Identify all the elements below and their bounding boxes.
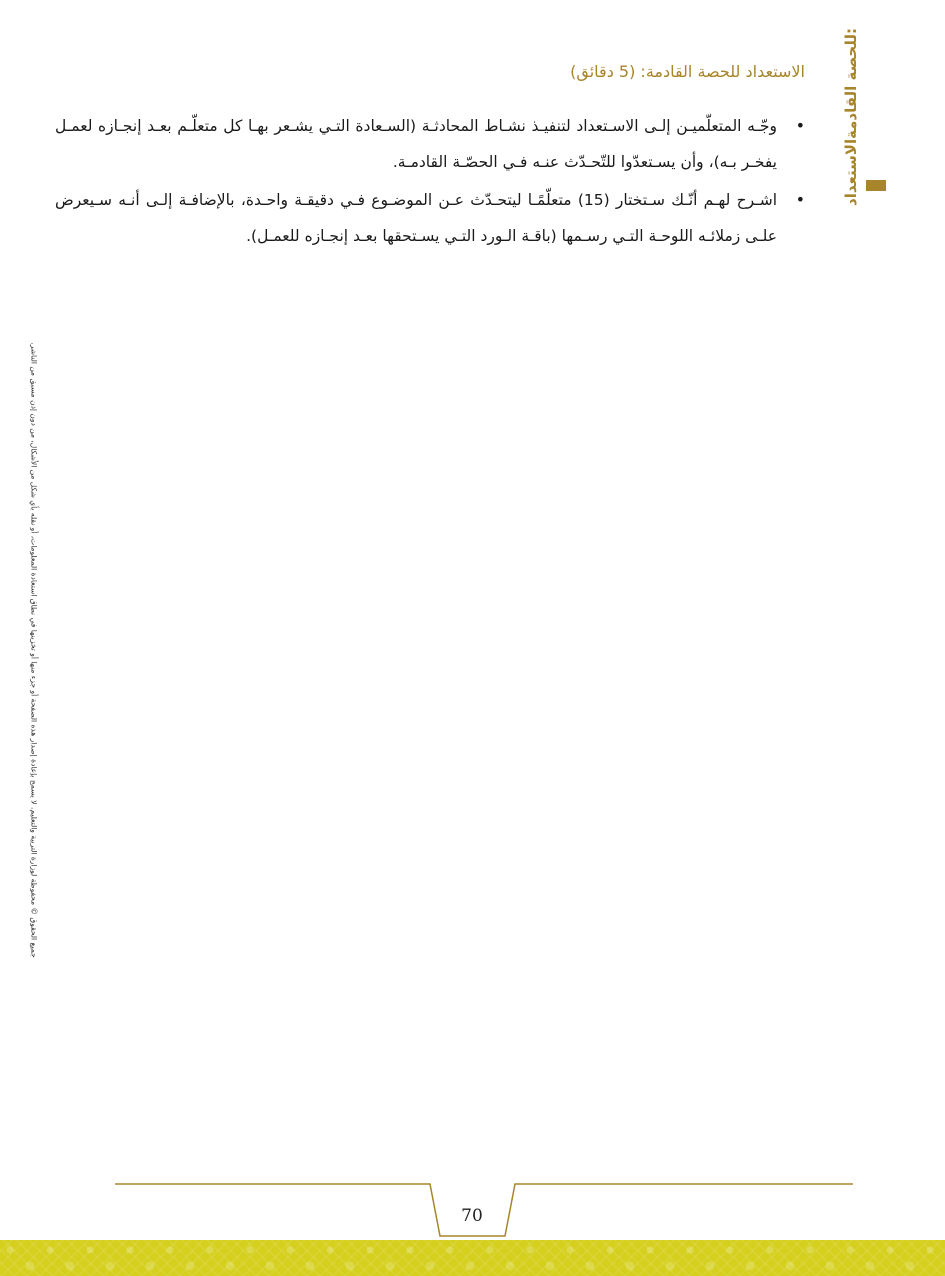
copyright-notice: جميع الحقوق © محفوظة لوزارة التربية والتعليم. لا يسمح بإعادة إصدار هذه الصفحة أو جزء منها أو تخزينها في نطاق استعادة المعلومات، أو نقله بأي شكل من الأشكال، من دون إذن مسبق من الناشر. — [29, 342, 39, 958]
side-tab-label — [840, 27, 888, 207]
side-tab-line2: للحصة القادمة: — [842, 27, 860, 139]
side-accent-bar — [866, 180, 886, 191]
bullet-item-2: • اشـرح لهـم أنّـك سـتختار (15) متعلّمًـا ليتحـدّث عـن الموضـوع فـي دقيقـة واحـدة، بالإضافـة إلـى أنـه سـيعرض علـى زملائـه اللوحـة التـي رسـمها (باقـة الـورد التـي يسـتحقها بعـد إنجـازه للعمـل). — [55, 182, 805, 254]
side-tab — [840, 27, 888, 207]
bullet-item-1: • وجّـه المتعلّميـن إلـى الاسـتعداد لتنفيـذ نشـاط المحادثـة (السـعادة التـي يشـعر بهـا كل متعلّـم بعـد إنجـازه لعمـل يفخـر بـه)، وأن يسـتعدّوا للتّحـدّث عنـه فـي الحصّـة القادمـة. — [55, 108, 805, 180]
side-tab-line1: الاستعداد — [842, 138, 860, 207]
decorative-pattern-band — [0, 1240, 945, 1276]
page-number: 70 — [461, 1206, 483, 1226]
bullet-list — [55, 108, 805, 256]
section-title: الاستعداد للحصة القادمة: (5 دقائق) — [570, 62, 805, 81]
